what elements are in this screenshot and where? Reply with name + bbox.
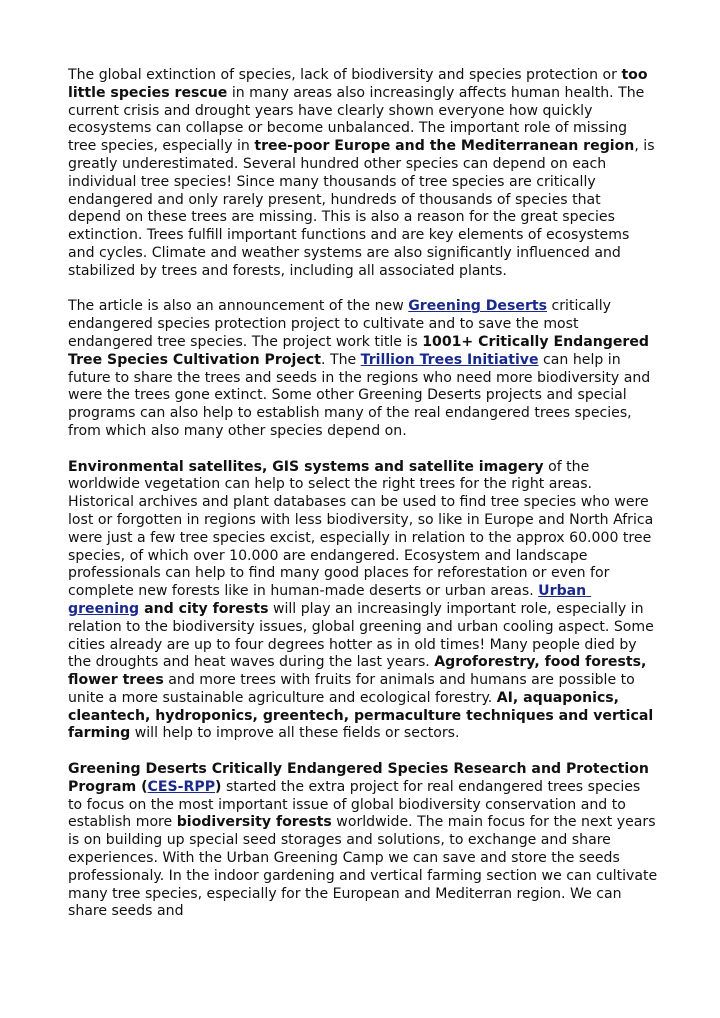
body-text: will help to improve all these fields or sectors. — [130, 725, 460, 742]
bold-text: Agroforestry, food forests, flower trees — [68, 654, 652, 689]
body-text: can help in future to share the trees and seeds in the regions who need more biodiversity and were the trees gone extinct. Some other Greening Deserts projects and special programs can also help to establish many of the real endangered trees species, from which also many other species depend on. — [68, 351, 655, 439]
bold-text: 1001+ Critically Endangered Tree Species Cultivation Project — [68, 333, 654, 368]
body-text: , is greatly underestimated. Several hundred other species can depend on each individual tree species! Since many thousands of tree species are critically endangered and only rarely present, hundreds of thousands of species that depend on these trees are missing. This is also a reason for the great species extinction. Trees fulfill important functions and are key elements of ecosystems and cycles. Climate and weather systems are also significantly influenced and stabilized by trees and forests, including all associated plants. — [68, 138, 660, 279]
bold-text: Greening Deserts Critically Endangered Species Research and Protection Program ( — [68, 761, 654, 795]
document-page — [68, 67, 662, 939]
body-text: will play an increasingly important role, especially in relation to the biodiversity issues, global greening and urban cooling aspect. Some cities already are up to four degrees hotter as in old times! Many people died by the droughts and heat waves during the last years. — [68, 600, 659, 671]
paragraph-1 — [68, 67, 658, 281]
bold-text: too little species rescue — [68, 67, 653, 101]
greening-deserts-link[interactable]: Greening Deserts — [408, 298, 548, 315]
body-text: The global extinction of species, lack of biodiversity and species protection or — [68, 67, 622, 83]
body-text: and more trees with fruits for animals and humans are possible to unite a more sustainable agriculture and ecological forestry. — [68, 672, 640, 706]
bold-text: ) — [215, 778, 222, 795]
body-text: in many areas also increasingly affects human health. The current crisis and drought years have clearly shown everyone how quickly ecosystems can collapse or become unbalanced. The important role of missing tree species, especially in — [68, 84, 649, 155]
body-text: critically endangered species protection project to cultivate and to save the most endangered tree species. The project work title is — [68, 298, 616, 350]
body-text: . The — [321, 351, 361, 368]
bold-text: and city forests — [139, 600, 269, 617]
bold-text: biodiversity forests — [176, 814, 332, 831]
paragraph-3 — [68, 459, 658, 744]
body-text: The article is also an announcement of the new — [68, 298, 409, 315]
body-text: of the worldwide vegetation can help to select the right trees for the right areas. Historical archives and plant databases can be used to find tree species who were lost or forgotten in regions with less biodiversity, so like in Europe and North Africa were just a few tree species excist, especially in relation to the approx 60.000 tree species, of which over 10.000 are endangered. Ecosystem and landscape professionals can help to find many good places for reforestation or even for complete new forests like in human-made deserts or urban areas. — [68, 458, 658, 600]
body-text: started the extra project for real endangered trees species to focus on the most important issue of global biodiversity conservation and to establish more — [68, 778, 645, 831]
bold-text: AI, aquaponics, cleantech, hydroponics, greentech, permaculture techniques and vertical farming — [68, 689, 659, 742]
trillion-trees-initiative-link[interactable]: Trillion Trees Initiative — [360, 351, 539, 368]
ces-rpp-link[interactable]: CES-RPP — [147, 778, 216, 795]
body-text: worldwide. The main focus for the next years is on building up special seed storages and solutions, to exchange and share experiences. With the Urban Greening Camp we can save and store the seeds professionaly. In the indoor gardening and vertical farming section we can cultivate many tree species, especially for the European and Mediterran region. We can share seeds and — [68, 814, 662, 920]
paragraph-2 — [68, 298, 658, 440]
bold-text: tree-poor Europe and the Mediterranean region — [254, 138, 635, 155]
urban-greening-link[interactable]: Urban greening — [68, 583, 592, 617]
paragraph-4 — [68, 761, 662, 921]
bold-text: Environmental satellites, GIS systems and satellite imagery — [68, 458, 544, 475]
